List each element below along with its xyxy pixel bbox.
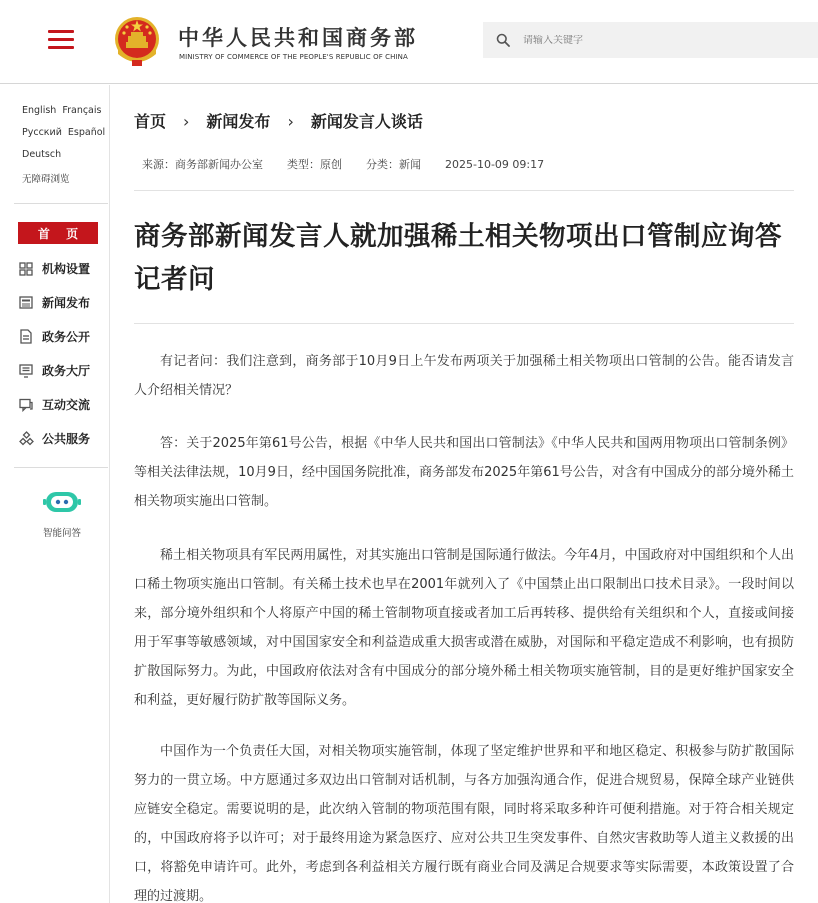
ai-assistant-label: 智能问答 [42, 528, 81, 539]
lang-german[interactable]: Deutsch [22, 149, 62, 160]
article-title: 商务部新闻发言人就加强稀土相关物项出口管制应询答记者问 [134, 221, 782, 295]
breadcrumb-news[interactable]: 新闻发布 [206, 112, 271, 131]
meta-type: 类型：原创 [287, 158, 342, 171]
language-row-1 [22, 105, 107, 116]
sidebar-item-label: 新闻发布 [42, 296, 91, 310]
sidebar-item-news[interactable] [18, 294, 90, 311]
national-emblem-logo[interactable] [112, 14, 162, 68]
language-row-3 [22, 149, 67, 160]
menu-icon[interactable] [48, 30, 74, 50]
sidebar-divider [14, 203, 108, 204]
sidebar-item-public-service[interactable] [18, 430, 90, 447]
sidebar-item-government-affairs[interactable] [18, 328, 90, 345]
sidebar-item-organization[interactable] [18, 260, 90, 277]
article-paragraph: 稀土相关物项具有军民两用属性，对其实施出口管制是国际通行做法。今年4月，中国政府对中国组织和个人出口稀土物项实施出口管制。有关稀土技术也早在2001年就列入了《中国禁止出口限制出口技术目录》。一段时间以来，部分境外组织和个人将原产中国的稀土管制物项直接或者加工后再转移、提供给有关组织和个人，直接或间接用于军事等敏感领域，对中国国家安全和利益造成重大损害或潜在威胁，对国际和平稳定造成不利影响，也有损防扩散国际努力。为此，中国政府依法对含有中国成分的部分境外稀土相关物项实施管制，目的是更好维护国家安全和利益，更好履行防扩散等国际义务。 [134, 548, 794, 708]
chat-icon [18, 397, 34, 413]
sidebar-item-label: 机构设置 [42, 262, 91, 276]
chevron-right-icon: › [287, 112, 294, 131]
sidebar-item-label: 政务大厅 [42, 364, 91, 378]
search-bar [483, 22, 818, 58]
sidebar-divider [14, 467, 108, 468]
accessibility-link[interactable]: 无障碍浏览 [22, 174, 70, 185]
site-header [0, 0, 818, 84]
site-title[interactable]: 中华人民共和国商务部 [178, 26, 418, 50]
article-paragraph: 答：关于2025年第61号公告，根据《中华人民共和国出口管制法》《中华人民共和国两用物项出口管制条例》等相关法律法规，10月9日，经中国国务院批准，商务部发布2025年第61号公告，对含有中国成分的部分境外稀土相关物项实施出口管制。 [134, 436, 794, 509]
document-icon [18, 329, 34, 345]
news-icon [18, 295, 34, 311]
sidebar-item-label: 公共服务 [42, 432, 91, 446]
service-hall-icon [18, 363, 34, 379]
meta-category: 分类：新闻 [366, 158, 421, 171]
lang-french[interactable]: Français [62, 105, 102, 116]
meta-source: 来源：商务部新闻办公室 [142, 158, 263, 171]
sidebar-item-label: 互动交流 [42, 398, 91, 412]
public-service-icon [18, 431, 34, 447]
divider [134, 323, 794, 324]
divider [134, 190, 794, 191]
breadcrumb-home[interactable]: 首页 [134, 112, 167, 131]
site-title-english: MINISTRY OF COMMERCE OF THE PEOPLE'S REPUBLIC OF CHINA [179, 53, 408, 61]
left-sidebar [0, 85, 110, 903]
sidebar-home-button[interactable]: 首 页 [18, 222, 98, 244]
sidebar-item-service-hall[interactable] [18, 362, 90, 379]
article-paragraph: 中国作为一个负责任大国，对相关物项实施管制，体现了坚定维护世界和平和地区稳定、积极参与防扩散国际努力的一贯立场。中方愿通过多双边出口管制对话机制，与各方加强沟通合作，促进合规贸易，保障全球产业链供应链安全稳定。需要说明的是，此次纳入管制的物项范围有限，同时将采取多种许可便利措施。对于符合相关规定的，中国政府将予以许可；对于最终用途为紧急医疗、应对公共卫生突发事件、自然灾害救助等人道主义救援的出口，将豁免申请许可。此外，考虑到各利益相关方履行既有商业合同及满足合规要求等实际需要，本政策设置了合理的过渡期。 [134, 744, 794, 903]
lang-spanish[interactable]: Español [67, 127, 106, 138]
sidebar-item-label: 政务公开 [42, 330, 91, 344]
robot-icon [43, 489, 81, 515]
ai-assistant-button[interactable] [20, 489, 104, 539]
breadcrumb-spokesperson[interactable]: 新闻发言人谈话 [310, 112, 423, 131]
accessibility-row [22, 171, 76, 185]
sidebar-item-interaction[interactable] [18, 396, 90, 413]
breadcrumb [134, 109, 423, 132]
language-row-2 [22, 127, 111, 138]
grid-icon [18, 261, 34, 277]
article-meta [142, 156, 568, 172]
article-paragraph: 有记者问：我们注意到，商务部于10月9日上午发布两项关于加强稀土相关物项出口管制的公告。能否请发言人介绍相关情况？ [134, 354, 794, 398]
search-icon[interactable] [483, 22, 523, 58]
search-input[interactable] [523, 35, 803, 46]
lang-russian[interactable]: Русский [22, 127, 62, 138]
lang-english[interactable]: English [22, 105, 57, 116]
meta-datetime: 2025-10-09 09:17 [445, 158, 545, 171]
chevron-right-icon: › [183, 112, 190, 131]
